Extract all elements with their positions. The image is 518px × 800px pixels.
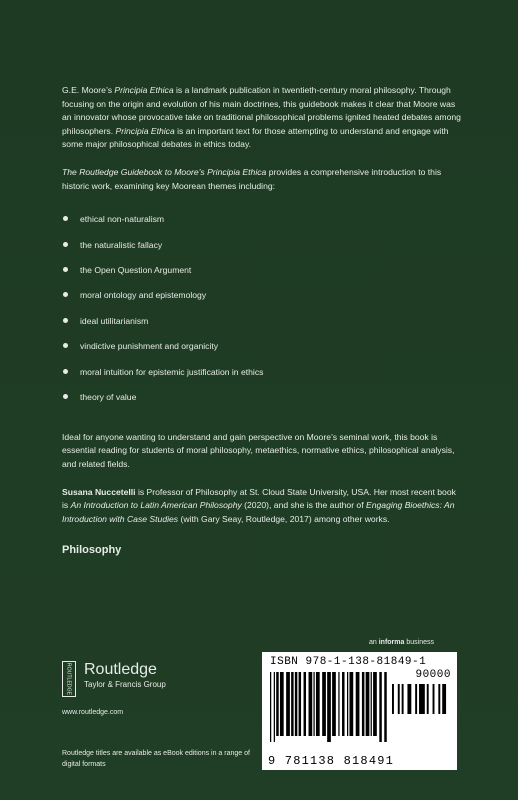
barcode-bar [332, 672, 336, 736]
theme-item [62, 213, 462, 225]
barcode-bar [313, 672, 314, 736]
barcode-bar [371, 672, 372, 736]
barcode-bar [402, 684, 404, 714]
author-bio [62, 486, 462, 527]
text: is an important text for those attempting to understand and engage with some major philosophical debates in ethics today. [62, 125, 449, 150]
barcode-bar [392, 684, 394, 714]
barcode-bar [270, 672, 271, 742]
theme-label: ideal utilitarianism [80, 315, 149, 326]
barcode-bar [342, 672, 344, 736]
book-title: Principia Ethica [115, 125, 175, 136]
theme-item [62, 264, 462, 276]
barcode-bar [362, 672, 364, 736]
informa-tagline [369, 639, 434, 646]
theme-label: theory of value [80, 391, 137, 402]
audience-paragraph: Ideal for anyone wanting to understand and gain perspective on Moore’s seminal work, this book is essential reading for students of moral philosophy, metaethics, normative ethics, philosophical analysis, and related fields. [62, 431, 455, 470]
theme-label: moral ontology and epistemology [80, 290, 207, 301]
barcode-bar [299, 672, 301, 736]
barcode-bar [304, 672, 306, 736]
publisher-name: Routledge [84, 661, 157, 678]
barcode-bar [338, 672, 339, 736]
barcode-bar [379, 672, 381, 742]
book-title: Engaging Bioethics: An Introduction with Case Studies [62, 500, 455, 524]
theme-label: vindictive punishment and organicity [80, 341, 219, 352]
text: an [369, 639, 379, 646]
theme-item [62, 366, 462, 378]
barcode-bar [438, 684, 440, 714]
barcode-bar [276, 672, 278, 736]
barcode-bar [286, 672, 290, 736]
barcode-bar [407, 684, 411, 714]
intro-paragraph [62, 84, 462, 152]
author-name: Susana Nuccetelli [62, 486, 136, 497]
bullet-icon [63, 343, 68, 348]
bullet-icon [63, 369, 68, 374]
barcode-bar [322, 672, 326, 736]
barcode-bar [415, 684, 417, 714]
text: (2020), and she is the author of [241, 500, 366, 511]
barcode-bar [419, 684, 425, 714]
text: provides a comprehensive introduction to this historic work, examining key Moorean themes including: [62, 166, 442, 191]
routledge-logo [62, 661, 242, 697]
blurb [62, 84, 462, 556]
theme-label: the Open Question Argument [80, 264, 192, 275]
barcode-bar [427, 684, 429, 714]
text: is Professor of Philosophy at St. Cloud State University, USA. Her most recent book is [62, 486, 456, 511]
bullet-icon [63, 394, 68, 399]
bullet-icon [63, 242, 68, 247]
barcode-bar [433, 684, 435, 714]
barcode-bar [366, 672, 370, 736]
theme-item [62, 315, 462, 327]
theme-item [62, 239, 462, 251]
theme-item [62, 289, 462, 301]
bullet-icon [63, 318, 68, 323]
barcode-bar [327, 672, 331, 742]
barcode-bar [274, 672, 275, 742]
bullet-icon [63, 216, 68, 221]
barcode-bar [384, 672, 386, 742]
bullet-icon [63, 267, 68, 272]
text: is a landmark publication in twentieth-century moral philosophy. Through focusing on the origin and evolution of his main doctrines, this guidebook makes it clear that Moore was an innovator whose provocative take on traditional philosophical problems ignited heated debates among philosophers. [62, 85, 461, 136]
spine-text: ROUTLEDGE [65, 662, 72, 696]
theme-label: ethical non-naturalism [80, 214, 165, 225]
barcode-bar [280, 672, 284, 736]
barcode-bar [316, 672, 320, 736]
routledge-spine-icon [62, 661, 76, 697]
text: business [404, 639, 434, 646]
themes-list [62, 213, 462, 403]
barcode-bar [295, 672, 297, 736]
price-barcode [392, 684, 450, 722]
ebook-note: Routledge titles are available as eBook editions in a range of digital formats [62, 750, 250, 768]
barcode-bar [309, 672, 313, 736]
publisher-url[interactable]: www.routledge.com [62, 709, 124, 716]
theme-label: moral intuition for epistemic justification in ethics [80, 366, 264, 377]
book-title: Principia Ethica [114, 85, 174, 95]
guidebook-title: The Routledge Guidebook to Moore’s Principia Ethica [62, 166, 267, 177]
theme-item [62, 391, 462, 403]
isbn-text: ISBN 978-1-138-81849-1 [270, 656, 427, 668]
theme-item [62, 340, 462, 352]
subject-category: Philosophy [62, 544, 122, 557]
barcode-panel [262, 652, 457, 770]
guidebook-paragraph [62, 166, 462, 193]
bullet-icon [63, 292, 68, 297]
price-code: 90000 [415, 669, 451, 681]
informa-brand: informa [378, 639, 405, 646]
text: G.E. Moore’s [62, 85, 115, 95]
barcode-bar [356, 672, 360, 736]
publisher-block [62, 661, 242, 716]
barcode-bar [347, 672, 348, 736]
barcode-bar [373, 672, 377, 736]
barcode-bar [291, 672, 293, 736]
barcode-bar [398, 684, 400, 714]
barcode-bar [442, 684, 446, 714]
text: (with Gary Seay, Routledge, 2017) among other works. [178, 513, 390, 524]
book-title: An Introduction to Latin American Philosophy [70, 500, 242, 511]
publisher-group: Taylor & Francis Group [84, 680, 166, 689]
ean-digits: 9 781138 818491 [268, 754, 395, 768]
barcode-bar [349, 672, 353, 736]
theme-label: the naturalistic fallacy [80, 239, 163, 250]
